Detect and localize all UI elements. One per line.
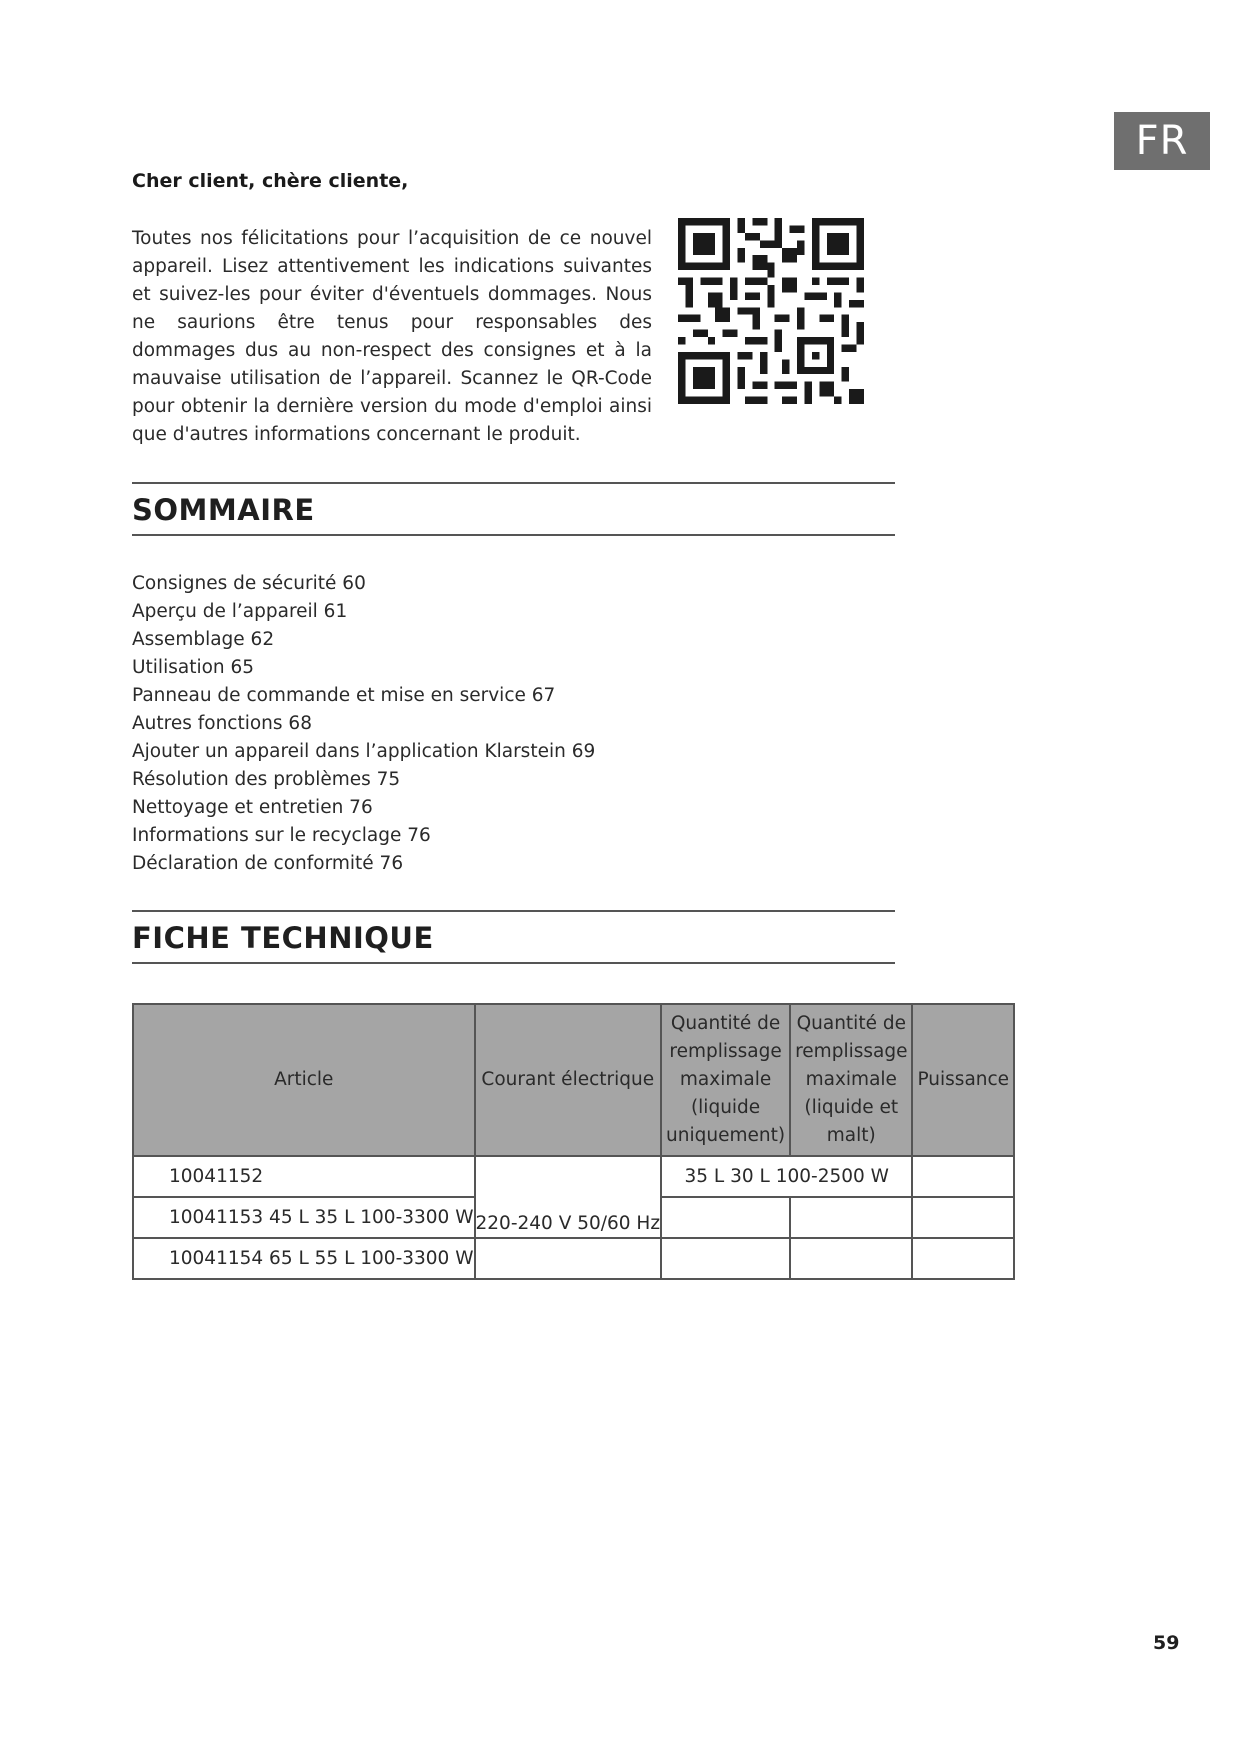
cell-values: 35 L 30 L 100-2500 W xyxy=(661,1156,912,1197)
spec-table xyxy=(132,1003,1015,1280)
cell-current: 220-240 V 50/60 Hz xyxy=(475,1156,662,1238)
qr-code-icon[interactable] xyxy=(678,218,864,404)
cell-article: 10041152 xyxy=(133,1156,475,1197)
intro-paragraph: Toutes nos félicitations pour l’acquisition de ce nouvel appareil. Lisez attentivement les indications suivantes et suivez-les pour éviter d'éventuels dommages. Nous ne saurions être tenus pour responsables des dommages dus au non-respect des consignes et à la mauvaise utilisation de l’appareil. Scannez le QR-Code pour obtenir la dernière version du mode d'emploi ainsi que d'autres informations concernant le produit. xyxy=(132,228,652,445)
cell-qty-malt xyxy=(790,1238,912,1279)
toc-item[interactable]: Autres fonctions 68 xyxy=(132,713,312,734)
toc-item[interactable]: Assemblage 62 xyxy=(132,629,275,650)
toc-item[interactable]: Aperçu de l’appareil 61 xyxy=(132,601,348,622)
toc-item[interactable]: Résolution des problèmes 75 xyxy=(132,769,401,790)
tech-rule-bottom xyxy=(132,962,895,964)
cell-current-empty xyxy=(475,1238,662,1279)
greeting: Cher client, chère cliente, xyxy=(132,170,409,192)
tech-title: FICHE TECHNIQUE xyxy=(132,921,434,955)
cell-power xyxy=(912,1238,1014,1279)
toc-item[interactable]: Nettoyage et entretien 76 xyxy=(132,797,373,818)
toc-item[interactable]: Consignes de sécurité 60 xyxy=(132,573,366,594)
cell-qty-malt xyxy=(790,1197,912,1238)
toc-item[interactable]: Informations sur le recyclage 76 xyxy=(132,825,431,846)
header-qty-liquid: Quantité de remplissage maximale (liquide uniquement) xyxy=(661,1004,790,1156)
cell-qty-liquid xyxy=(661,1197,790,1238)
header-power: Puissance xyxy=(912,1004,1014,1156)
cell-power xyxy=(912,1197,1014,1238)
header-article: Article xyxy=(133,1004,475,1156)
cell-qty-liquid xyxy=(661,1238,790,1279)
toc-item[interactable]: Déclaration de conformité 76 xyxy=(132,853,404,874)
table-row xyxy=(133,1156,1014,1197)
toc-item[interactable]: Utilisation 65 xyxy=(132,657,255,678)
summary-title: SOMMAIRE xyxy=(132,493,315,527)
spec-header-row xyxy=(133,1004,1014,1156)
summary-rule-bottom xyxy=(132,534,895,536)
toc-item[interactable]: Panneau de commande et mise en service 67 xyxy=(132,685,556,706)
page-number: 59 xyxy=(1153,1632,1180,1654)
cell-power xyxy=(912,1156,1014,1197)
language-badge: FR xyxy=(1114,112,1210,170)
cell-article: 10041153 45 L 35 L 100-3300 W xyxy=(133,1197,475,1238)
tech-rule-top xyxy=(132,910,895,912)
table-row xyxy=(133,1238,1014,1279)
header-qty-malt: Quantité de remplissage maximale (liquide et malt) xyxy=(790,1004,912,1156)
toc-item[interactable]: Ajouter un appareil dans l’application Klarstein 69 xyxy=(132,741,596,762)
table-of-contents xyxy=(132,570,595,878)
cell-article: 10041154 65 L 55 L 100-3300 W xyxy=(133,1238,475,1279)
header-current: Courant électrique xyxy=(475,1004,662,1156)
summary-rule-top xyxy=(132,482,895,484)
